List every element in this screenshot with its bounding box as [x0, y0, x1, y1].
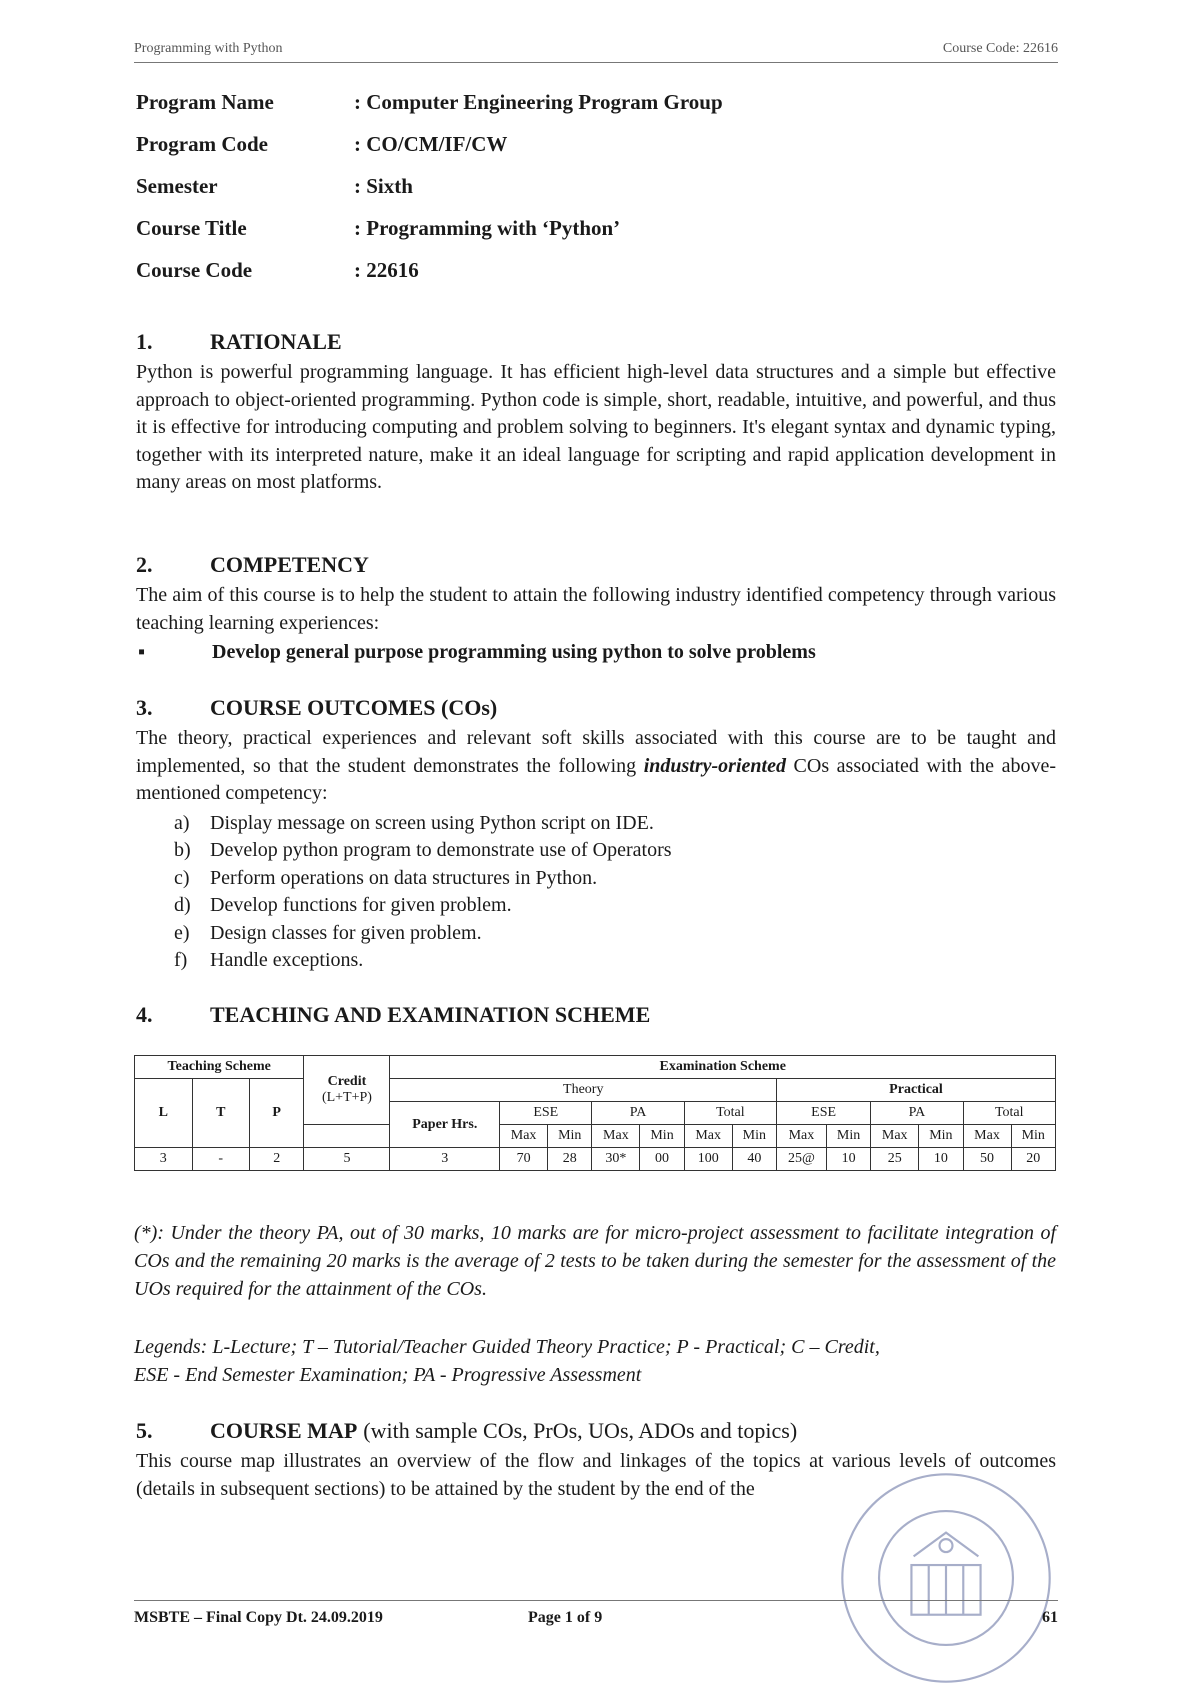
table-header-max: Max: [777, 1125, 827, 1148]
info-row-program-code: [136, 132, 723, 174]
outcomes-intro-emphasis: industry-oriented: [643, 754, 786, 777]
table-cell: 3: [135, 1148, 193, 1171]
table-cell: 30*: [592, 1148, 640, 1171]
table-header-teaching: Teaching Scheme: [135, 1056, 304, 1079]
table-row: [135, 1148, 1056, 1171]
list-text: Display message on screen using Python script on IDE.: [210, 811, 654, 834]
section-course-outcomes: [136, 695, 1056, 975]
footer-page-id: 61: [1042, 1609, 1058, 1626]
scheme-footnote: (*): Under the theory PA, out of 30 marks, 10 marks are for micro-project assessment to facilitate integration of COs and the remaining 20 marks is the average of 2 tests to be taken during the semester for the assessment of the UOs required for the attainment of the COs.: [134, 1222, 1056, 1300]
table-cell: 50: [963, 1148, 1011, 1171]
credit-sublabel: (L+T+P): [321, 1090, 372, 1105]
outcomes-intro: [136, 725, 1056, 808]
table-cell: 5: [304, 1148, 390, 1171]
table-cell: 28: [548, 1148, 592, 1171]
table-cell: 20: [1011, 1148, 1056, 1171]
table-header-pa: PA: [871, 1102, 963, 1125]
table-header-paper-hrs: Paper Hrs.: [390, 1102, 500, 1148]
table-header-min: Min: [1011, 1125, 1056, 1148]
table-header-min: Min: [640, 1125, 684, 1148]
footer-copy-date: MSBTE – Final Copy Dt. 24.09.2019: [134, 1609, 383, 1626]
table-cell: 100: [684, 1148, 732, 1171]
info-value: : 22616: [354, 258, 419, 282]
info-value: : Programming with ‘Python’: [354, 216, 621, 240]
section-title-extra: (with sample COs, PrOs, UOs, ADOs and topics): [363, 1418, 798, 1443]
table-header-total: Total: [963, 1102, 1055, 1125]
legend-line-1: Legends: L-Lecture; T – Tutorial/Teacher Guided Theory Practice; P - Practical; C – Credit,: [134, 1336, 880, 1358]
list-marker: e): [174, 921, 190, 944]
table-cell: 40: [732, 1148, 776, 1171]
section-number: 2.: [136, 552, 153, 577]
info-label: Semester: [136, 174, 218, 198]
section-competency: [136, 552, 1056, 664]
list-marker: b): [174, 839, 191, 861]
list-item: [174, 810, 1056, 838]
list-marker: d): [174, 894, 191, 916]
table-cell: 25: [871, 1148, 919, 1171]
table-cell: 2: [250, 1148, 304, 1171]
info-value: : CO/CM/IF/CW: [354, 132, 508, 156]
table-header-p: P: [250, 1079, 304, 1148]
section-number: 3.: [136, 695, 153, 720]
table-header-t: T: [192, 1079, 250, 1148]
list-text: Develop python program to demonstrate use of Operators: [210, 839, 672, 861]
table-header-theory: Theory: [390, 1079, 777, 1102]
table-header-ese: ESE: [777, 1102, 871, 1125]
list-item: [174, 865, 1056, 893]
footer-page-number: Page 1 of 9: [528, 1609, 603, 1626]
info-label: Course Code: [136, 258, 253, 282]
table-header-max: Max: [963, 1125, 1011, 1148]
list-item: [174, 837, 1056, 865]
list-item: [174, 920, 1056, 948]
info-row-course-code: [136, 258, 723, 300]
course-map-text: This course map illustrates an overview of the flow and linkages of the topics at various levels of outcomes (details in subsequent sections) to be attained by the student by the end of the: [136, 1450, 1056, 1500]
section-title: RATIONALE: [210, 329, 342, 354]
list-text: Perform operations on data structures in Python.: [210, 866, 598, 889]
list-text: Develop functions for given problem.: [210, 894, 512, 916]
table-header-max: Max: [684, 1125, 732, 1148]
section-title: COURSE OUTCOMES (COs): [210, 695, 498, 720]
outcomes-intro-b: COs associated with the above-mentioned competency:: [136, 754, 1056, 804]
table-cell: 25@: [777, 1148, 827, 1171]
list-marker: f): [174, 949, 188, 971]
course-info: [136, 90, 723, 300]
list-text: Handle exceptions.: [210, 949, 364, 971]
outcomes-intro-a: The theory, practical experiences and relevant soft skills associated with this course are to be taught and implemented, so that the student demonstrates the following: [136, 727, 1056, 777]
legend-line-2: ESE - End Semester Examination; PA - Progressive Assessment: [134, 1364, 642, 1386]
section-heading: [136, 1002, 1056, 1032]
list-marker: a): [174, 811, 190, 834]
section-heading: [136, 552, 1056, 582]
table-header-max: Max: [592, 1125, 640, 1148]
table-header-min: Min: [919, 1125, 963, 1148]
table-cell: 00: [640, 1148, 684, 1171]
table-cell: 3: [390, 1148, 500, 1171]
table-header-practical: Practical: [777, 1079, 1056, 1102]
section-heading: [136, 1418, 1056, 1448]
list-item: [174, 892, 1056, 920]
table-header-min: Min: [732, 1125, 776, 1148]
section-number: 1.: [136, 329, 153, 354]
credit-label: Credit: [327, 1074, 367, 1089]
section-rationale: [136, 329, 1056, 497]
bullet-icon: ▪: [138, 641, 146, 663]
table-header-max: Max: [500, 1125, 548, 1148]
table-header-total: Total: [684, 1102, 776, 1125]
info-value: : Computer Engineering Program Group: [354, 90, 723, 114]
page-footer: [134, 1600, 1058, 1631]
institution-seal-icon: [838, 1470, 1054, 1686]
info-label: Course Title: [136, 216, 247, 240]
header-course-name: Programming with Python: [134, 41, 283, 56]
scheme-table: [134, 1055, 1056, 1171]
table-header-l: L: [135, 1079, 193, 1148]
info-row-program-name: [136, 90, 723, 132]
table-header-min: Min: [548, 1125, 592, 1148]
section-title: COURSE MAP: [210, 1418, 358, 1443]
table-cell: 70: [500, 1148, 548, 1171]
table-cell: 10: [919, 1148, 963, 1171]
table-cell: -: [192, 1148, 250, 1171]
list-item: [174, 947, 1056, 975]
table-header-ese: ESE: [500, 1102, 592, 1125]
section-number: 4.: [136, 1002, 153, 1027]
competency-text: The aim of this course is to help the student to attain the following industry identified competency through various teaching learning experiences:: [136, 584, 1056, 634]
list-text: Design classes for given problem.: [210, 921, 482, 944]
table-header-pa: PA: [592, 1102, 684, 1125]
section-title: COMPETENCY: [210, 552, 369, 577]
table-header-min: Min: [826, 1125, 870, 1148]
header-course-code: Course Code: 22616: [942, 41, 1058, 56]
info-row-semester: [136, 174, 723, 216]
section-heading: [136, 329, 1056, 359]
section-number: 5.: [136, 1418, 153, 1443]
outcomes-list: [136, 810, 1056, 975]
info-value: : Sixth: [354, 174, 413, 198]
table-cell: 10: [826, 1148, 870, 1171]
rationale-text: Python is powerful programming language. It has efficient high-level data structures and a simple but effective approach to object-oriented programming. Python code is simple, short, readable, intuitive, and powerful, and thus it is effective for introducing computing and problem solving to beginners. It's elegant syntax and dynamic typing, together with its interpreted nature, make it an ideal language for scripting and rapid application development in many areas on most platforms.: [136, 361, 1056, 493]
info-row-course-title: [136, 216, 723, 258]
table-header-max: Max: [871, 1125, 919, 1148]
table-header-exam: Examination Scheme: [390, 1056, 1056, 1079]
scheme-legend: [134, 1333, 1056, 1389]
page-header: [134, 40, 1058, 63]
competency-statement: Develop general purpose programming using python to solve problems: [212, 641, 816, 663]
competency-bullet: [136, 641, 1056, 664]
section-heading: [136, 695, 1056, 725]
section-teaching-scheme: [136, 1002, 1056, 1032]
list-marker: c): [174, 866, 190, 889]
info-label: Program Code: [136, 132, 268, 156]
table-header-credit: [304, 1056, 390, 1125]
info-label: Program Name: [136, 90, 274, 114]
section-title: TEACHING AND EXAMINATION SCHEME: [210, 1002, 651, 1027]
